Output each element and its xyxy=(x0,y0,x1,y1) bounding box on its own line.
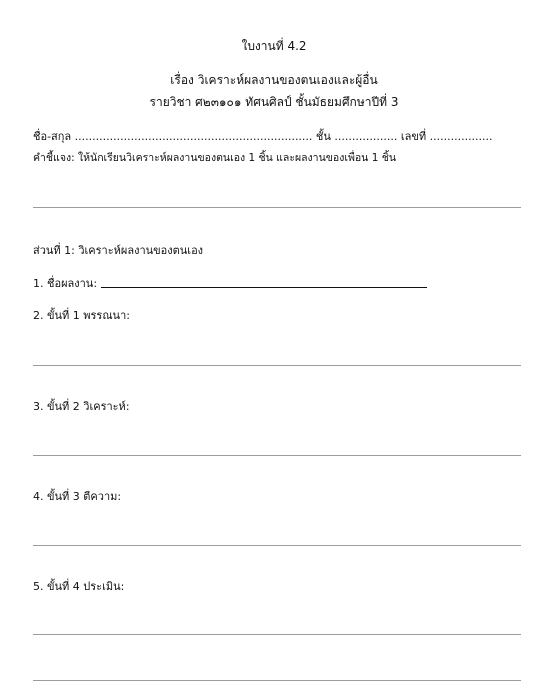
work-name-label: 1. ชื่อผลงาน: xyxy=(33,277,98,290)
step-3-prompt: 4. ขั้นที่ 3 ตีความ: xyxy=(33,490,122,503)
step-1-prompt: 2. ขั้นที่ 1 พรรณนา: xyxy=(33,309,130,322)
student-info-line[interactable]: ชื่อ-สกุล .................................................................... ชั้น .................. เลขที่ .................. xyxy=(33,130,493,143)
worksheet-title: ใบงานที่ 4.2 xyxy=(241,39,307,53)
step-4-answer-line-2[interactable] xyxy=(33,680,521,681)
course-line: รายวิชา ศ๒๓๑๐๑ ทัศนศิลป์ ชั้นมัธยมศึกษาปีที่ 3 xyxy=(149,95,399,109)
step-3-answer-line[interactable] xyxy=(33,545,521,546)
work-name-field[interactable] xyxy=(101,276,427,288)
step-1-answer-line[interactable] xyxy=(33,365,521,366)
work-name-row xyxy=(33,274,427,292)
section-heading: ส่วนที่ 1: วิเคราะห์ผลงานของตนเอง xyxy=(33,244,204,257)
step-2-answer-line[interactable] xyxy=(33,455,521,456)
step-4-prompt: 5. ขั้นที่ 4 ประเมิน: xyxy=(33,580,125,593)
worksheet-subject: เรื่อง วิเคราะห์ผลงานของตนเองและผู้อื่น xyxy=(170,73,378,87)
instructions: คำชี้แจง: ให้นักเรียนวิเคราะห์ผลงานของตนเอง 1 ชิ้น และผลงานของเพื่อน 1 ชิ้น xyxy=(33,152,397,164)
answer-line[interactable] xyxy=(33,207,521,208)
step-2-prompt: 3. ขั้นที่ 2 วิเคราะห์: xyxy=(33,400,130,413)
step-4-answer-line[interactable] xyxy=(33,634,521,635)
